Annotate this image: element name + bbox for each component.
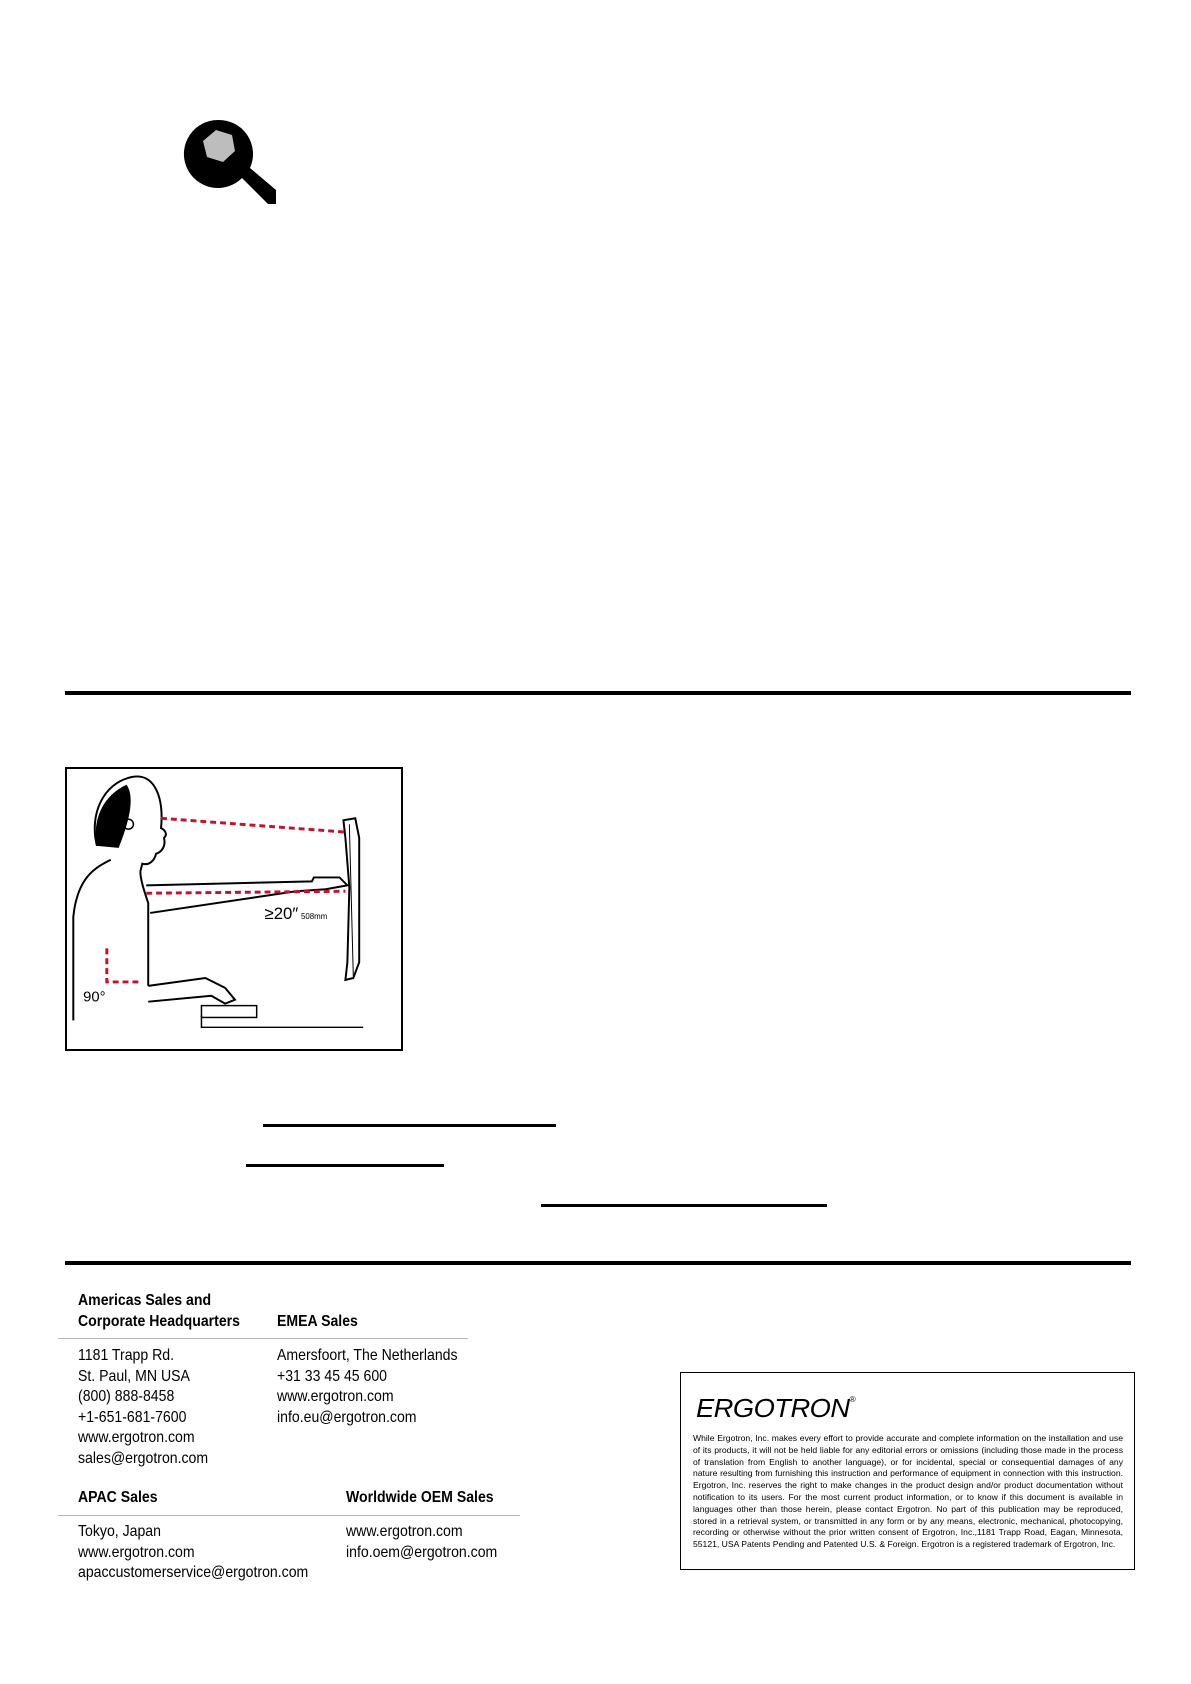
americas-phone: (800) 888-8458 <box>78 1388 175 1405</box>
section-divider-bottom <box>65 1261 1131 1265</box>
wrench-icon <box>180 118 280 208</box>
eye-level-line <box>161 818 345 832</box>
americas-phone-intl: +1-651-681-7600 <box>78 1408 187 1426</box>
oem-website[interactable]: www.ergotron.com <box>346 1523 463 1540</box>
ergonomic-figure <box>65 767 403 1051</box>
ergotron-logo <box>696 1393 855 1424</box>
lower-arm <box>148 978 235 1004</box>
apac-heading <box>78 1488 158 1509</box>
apac-heading-text: APAC Sales <box>78 1489 158 1506</box>
oem-email[interactable]: info.oem@ergotron.com <box>346 1543 498 1561</box>
disclaimer-box <box>680 1372 1135 1570</box>
emea-website[interactable]: www.ergotron.com <box>277 1388 394 1405</box>
arm-distance-line <box>146 891 345 893</box>
ergotron-logo-text: ERGOTRON <box>696 1393 850 1423</box>
apac-website[interactable]: www.ergotron.com <box>78 1543 195 1561</box>
keyboard <box>201 1006 256 1018</box>
registered-mark: ® <box>849 1395 856 1404</box>
emea-phone: +31 33 45 45 600 <box>277 1367 388 1385</box>
emea-city: Amersfoort, The Netherlands <box>277 1347 458 1364</box>
apac-contact <box>78 1522 308 1584</box>
extended-arm <box>146 877 347 912</box>
americas-email[interactable]: sales@ergotron.com <box>78 1449 209 1467</box>
apac-city: Tokyo, Japan <box>78 1523 161 1540</box>
angle-label: 90° <box>83 989 106 1006</box>
emea-email[interactable]: info.eu@ergotron.com <box>277 1408 417 1426</box>
americas-heading <box>78 1291 240 1332</box>
section-divider-top <box>65 691 1131 695</box>
distance-label: ≥20″ <box>264 903 299 923</box>
emea-contact <box>277 1346 458 1428</box>
contact-separator-2 <box>58 1515 520 1516</box>
americas-website[interactable]: www.ergotron.com <box>78 1429 195 1446</box>
emea-heading-text: EMEA Sales <box>277 1313 358 1330</box>
underline-link-3[interactable] <box>541 1204 827 1207</box>
elbow-angle-marker <box>107 948 139 982</box>
apac-email[interactable]: apaccustomerservice@ergotron.com <box>78 1564 309 1581</box>
americas-heading-line1: Americas Sales and <box>78 1292 212 1309</box>
disclaimer-text: While Ergotron, Inc. makes every effort to provide accurate and complete information on the installation and use of its products, it will not be held liable for any editorial errors or omissions (including those made in the process of translation from English to another language), or for incidental, special or consequential damages of any nature resulting from furnishing this instruction and performance of equipment in connection with this instruction. Ergotron, Inc. reserves the right to make changes in the product design and/or product documentation without notification to its users. For the most current product information, or to know if this document is available in languages other than those herein, please contact Ergotron. No part of this publication may be reproduced, stored in a retrieval system, or transmitted in any form or by any means, electronic, mechanical, photocopying, recording or otherwise without the prior written consent of Ergotron, Inc.,1181 Trapp Road, Eagan, Minnesota, 55121, USA Patents Pending and Patented U.S. & Foreign. Ergotron is a registered trademark of Ergotron, Inc. <box>693 1433 1123 1550</box>
ergonomic-illustration <box>67 769 401 1049</box>
emea-heading <box>277 1312 358 1333</box>
distance-unit-label: 508mm <box>301 911 328 921</box>
oem-heading <box>346 1488 494 1509</box>
underline-link-1[interactable] <box>263 1124 556 1127</box>
americas-contact <box>78 1346 208 1469</box>
contact-separator-1 <box>58 1338 468 1339</box>
torso-front <box>140 872 148 986</box>
americas-heading-line2: Corporate Headquarters <box>78 1312 240 1330</box>
oem-contact <box>346 1522 497 1563</box>
oem-heading-text: Worldwide OEM Sales <box>346 1489 494 1506</box>
underline-link-2[interactable] <box>246 1164 444 1167</box>
americas-address: 1181 Trapp Rd. <box>78 1347 175 1364</box>
hair <box>96 785 131 848</box>
americas-city: St. Paul, MN USA <box>78 1367 190 1385</box>
